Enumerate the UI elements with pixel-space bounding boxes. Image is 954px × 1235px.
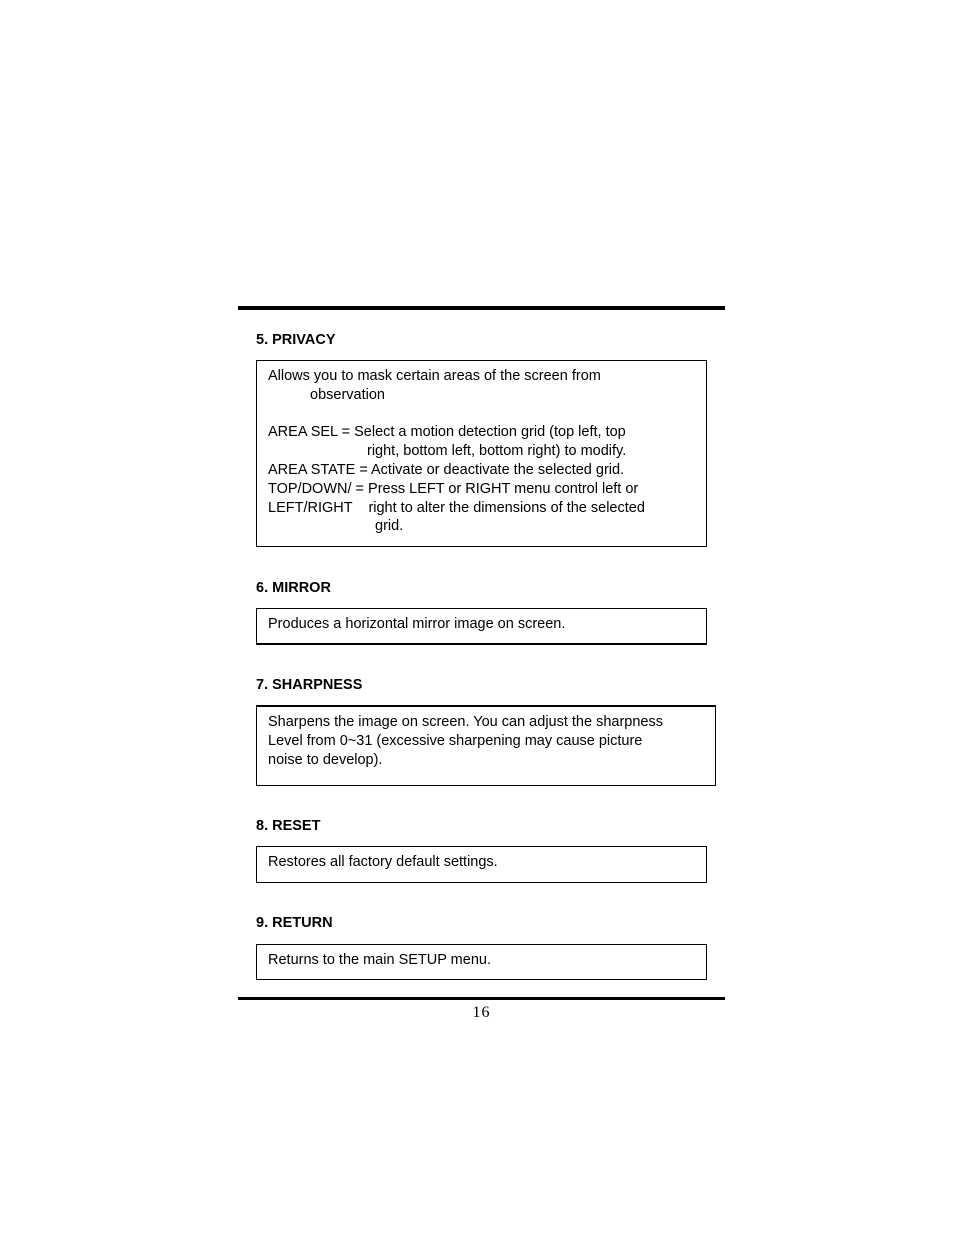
sharpness-description-box — [256, 705, 716, 786]
privacy-line: LEFT/RIGHT right to alter the dimensions of the selected — [268, 499, 645, 516]
reset-description-box — [256, 846, 707, 883]
return-heading: 9. RETURN — [256, 915, 333, 931]
privacy-blank-line — [268, 405, 695, 424]
privacy-line: TOP/DOWN/ = Press LEFT or RIGHT menu control left or — [268, 480, 639, 497]
reset-heading: 8. RESET — [256, 818, 321, 834]
page-number: 16 — [472, 1004, 491, 1021]
return-text: Returns to the main SETUP menu. — [268, 952, 491, 968]
sharpness-heading: 7. SHARPNESS — [256, 677, 363, 693]
privacy-line: observation — [310, 386, 385, 403]
privacy-line: AREA STATE = Activate or deactivate the selected grid. — [268, 461, 625, 478]
mirror-heading: 6. MIRROR — [256, 580, 331, 596]
privacy-line: grid. — [375, 518, 404, 535]
sharpness-line: Sharpens the image on screen. You can adjust the sharpness — [268, 714, 663, 730]
top-rule — [238, 306, 725, 310]
privacy-line: AREA SEL = Select a motion detection grid (top left, top — [268, 424, 626, 441]
privacy-line: right, bottom left, bottom right) to modify. — [367, 443, 627, 460]
bottom-rule — [238, 997, 725, 1000]
reset-text: Restores all factory default settings. — [268, 854, 498, 870]
mirror-text: Produces a horizontal mirror image on screen. — [268, 616, 566, 632]
sharpness-line: Level from 0~31 (excessive sharpening may cause picture — [268, 732, 643, 749]
privacy-heading: 5. PRIVACY — [256, 332, 336, 348]
privacy-line: Allows you to mask certain areas of the screen from — [268, 368, 601, 384]
return-description-box — [256, 944, 707, 980]
sharpness-line: noise to develop). — [268, 751, 383, 768]
privacy-description-box — [256, 360, 707, 547]
mirror-description-box — [256, 608, 707, 645]
